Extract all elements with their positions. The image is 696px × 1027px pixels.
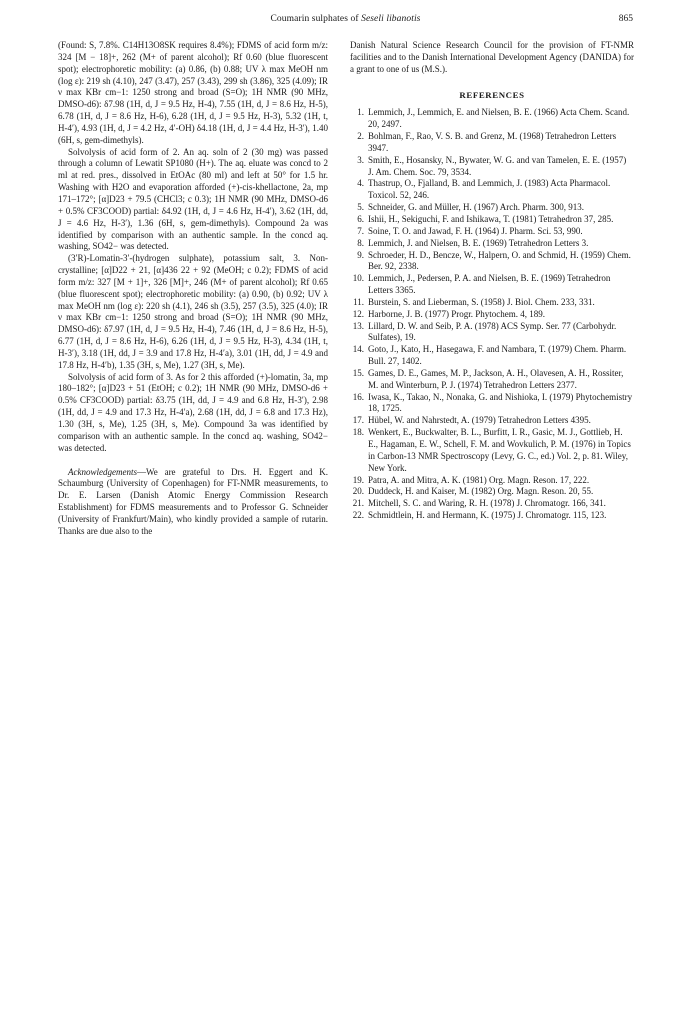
reference-item [350,131,634,155]
reference-item [350,238,634,250]
reference-item [350,498,634,510]
reference-text: Lemmich, J., Pedersen, P. A. and Nielsen, B. E. (1969) Tetrahedron Letters 3365. [368,273,611,296]
reference-item [350,344,634,368]
reference-number: 5. [357,202,364,213]
reference-text: Schroeder, H. D., Bencze, W., Halpern, O. and Schmid, H. (1959) Chem. Ber. 92, 2338. [368,249,631,272]
reference-number: 1. [357,107,364,118]
reference-text: Goto, J., Kato, H., Hasegawa, F. and Nambara, T. (1979) Chem. Pharm. Bull. 27, 1402. [368,344,627,367]
reference-number: 14. [352,344,364,355]
reference-text: Thastrup, O., Fjalland, B. and Lemmich, J. (1983) Acta Pharmacol. Toxicol. 52, 246. [368,178,611,201]
left-column [58,40,328,538]
reference-number: 18. [352,427,364,438]
reference-text: Duddeck, H. and Kaiser, M. (1982) Org. Magn. Reson. 20, 55. [368,486,594,497]
reference-number: 12. [352,308,364,319]
reference-text: Schmidtlein, H. and Hermann, K. (1975) J. Chromatogr. 115, 123. [368,510,607,521]
reference-item [350,178,634,202]
acknowledgements-label: Acknowledgements [68,466,137,477]
reference-text: Bohlman, F., Rao, V. S. B. and Grenz, M. (1968) Tetrahedron Letters 3947. [368,131,617,153]
reference-item [350,321,634,345]
page-header [58,14,633,28]
reference-text: Games, D. E., Games, M. P., Jackson, A. H., Olavesen, A. H., Rossiter, M. and Winterburn, P. J. (1974) Tetrahedron Letters 2377. [368,367,624,390]
reference-number: 8. [357,237,364,248]
reference-text: Harborne, J. B. (1977) Progr. Phytochem. 4, 189. [368,308,545,319]
right-column [350,40,634,522]
reference-text: Hübel, W. and Nahrstedt, A. (1979) Tetrahedron Letters 4395. [368,415,591,426]
running-title: Coumarin sulphates of Seseli libanotis [270,14,421,24]
acknowledgements-text: —We are grateful to Drs. H. Eggert and K. Schaumburg (University of Copenhagen) for FT-NMR measurements, to Dr. E. Larsen (Danish Atomic Energy Commission Research Establishment) for FDMS measurements and to Professor G. Schneider (University of Frankfurt/Main), who kindly provided a sample of rutarin. Thanks are due also to the [58,466,328,536]
reference-item [350,415,634,427]
reference-text: Patra, A. and Mitra, A. K. (1981) Org. Magn. Reson. 17, 222. [368,474,590,485]
reference-number: 9. [357,249,364,260]
reference-number: 16. [352,391,364,402]
reference-text: Soine, T. O. and Jawad, F. H. (1964) J. Pharm. Sci. 53, 990. [368,225,583,236]
reference-item [350,309,634,321]
reference-number: 4. [357,178,364,189]
reference-item [350,107,634,131]
reference-number: 13. [352,320,364,331]
page-number: 865 [618,14,633,24]
reference-item [350,392,634,416]
reference-number: 22. [352,510,364,521]
reference-text: Iwasa, K., Takao, N., Nonaka, G. and Nishioka, I. (1979) Phytochemistry 18, 1725. [368,391,633,414]
reference-text: Lillard, D. W. and Seib, P. A. (1978) ACS Symp. Ser. 77 (Carbohydr. Sulfates), 19. [368,320,617,343]
reference-number: 21. [352,498,364,509]
reference-item [350,273,634,297]
reference-item [350,510,634,522]
reference-number: 11. [353,296,364,307]
reference-text: Burstein, S. and Lieberman, S. (1958) J. Biol. Chem. 233, 331. [368,296,595,307]
reference-number: 3. [357,154,364,165]
reference-item [350,214,634,226]
reference-item [350,486,634,498]
references-heading: REFERENCES [459,89,525,100]
reference-text: Lemmich, J. and Nielsen, B. E. (1969) Tetrahedron Letters 3. [368,237,589,248]
reference-item [350,297,634,309]
acknowledgements-continued: Danish Natural Science Research Council for the provision of FT-NMR facilities and to the Danish International Development Agency (DANIDA) for a grant to one of us (M.S.). [350,40,634,74]
reference-text: Mitchell, S. C. and Waring, R. H. (1978) J. Chromatogr. 166, 341. [368,498,606,509]
reference-item [350,155,634,179]
reference-item [350,368,634,392]
reference-item [350,427,634,474]
reference-number: 6. [357,213,364,224]
experimental-paragraph-compound-3: (3′R)-Lomatin-3′-(hydrogen sulphate), potassium salt, 3. Non-crystalline; [α]D22 + 21, [α]436 22 + 92 (MeOH; c 0.2); FDMS of acid form m/z: 327 [M + 1]+, 326 [M]+, 246 (M+ of parent alcohol); Rf 0.65 (blue fluorescent spot); electrophoretic mobility: (a) 0.90, (b) 0.92; UV λ max MeOH nm (log ε): 220 sh (4.1), 246 sh (3.5), 257 (3.5), 325 (4.0); IR ν max KBr cm−1: 1250 strong and broad (S=O); 1H NMR (90 MHz, DMSO-d6): δ7.97 (1H, d, J = 9.5 Hz, H-4), 7.46 (1H, d, J = 8.6 Hz, H-5), 6.77 (1H, d, J = 8.6 Hz, H-6), 6.26 (1H, d, J = 9.5 Hz, H-3), 4.34 (1H, t, H-3′), 3.18 (1H, dd, J = 3.9 and 17.8 Hz, H-4′a), 3.01 (1H, dd, J = 4.9 and 17.8 Hz, H-4′b), 1.35 (3H, s, Me), 1.27 (3H, s, Me). [58,253,328,370]
references-list [350,107,634,522]
reference-number: 20. [352,486,364,497]
experimental-paragraph-compound-2-data: (Found: S, 7.8%. C14H13O8SK requires 8.4%); FDMS of acid form m/z: 324 [M − 18]+, 262 (M+ of parent alcohol); Rf 0.60 (blue fluorescent spot); electrophoretic mobility: (a) 0.86, (b) 0.88; UV λ max MeOH nm (log ε): 219 sh (4.10), 247 (3.47), 257 (3.43), 299 sh (3.86), 325 (4.09); IR ν max KBr cm−1: 1250 strong and broad (S=O); 1H NMR (90 MHz, DMSO-d6): δ7.98 (1H, d, J = 9.5 Hz, H-4), 7.55 (1H, d, J = 8.6 Hz, H-5), 6.78 (1H, d, J = 8.6 Hz, H-6), 6.28 (1H, d, J = 9.5 Hz, H-3), 5.32 (1H, t, H-4′), 4.93 (1H, d, J = 4.2 Hz, 4′-OH) δ4.18 (1H, d, J = 4.4 Hz, H-3′), 1.40 (6H, s, gem-dimethyls). [58,40,328,145]
acknowledgements [58,467,328,538]
reference-number: 19. [352,474,364,485]
reference-number: 7. [357,225,364,236]
reference-text: Schneider, G. and Müller, H. (1967) Arch. Pharm. 300, 913. [368,202,584,213]
reference-text: Ishii, H., Sekiguchi, F. and Ishikawa, T. (1981) Tetrahedron 37, 285. [368,213,614,224]
reference-item [350,250,634,274]
reference-text: Lemmich, J., Lemmich, E. and Nielsen, B. E. (1966) Acta Chem. Scand. 20, 2497. [368,107,630,130]
reference-item [350,226,634,238]
reference-number: 15. [352,367,364,378]
experimental-paragraph-solvolysis-3: Solvolysis of acid form of 3. As for 2 this afforded (+)-lomatin, 3a, mp 180–182°; [α]D23 + 51 (EtOH; c 0.2); 1H NMR (90 MHz, DMSO-d6 + 0.5% CF3COOD) partial: δ3.75 (1H, dd, J = 4.9 and 6.8 Hz, H-3′), 2.98 (1H, dd, J = 4.9 and 17.3 Hz, H-4′a), 2.68 (1H, dd, J = 6.8 and 17.3 Hz), 1.30 (3H, s, Me), 1.25 (3H, s, Me). Compound 3a was identified by comparison with an authentic sample. In the concd aq. washing, SO42− was detected. [58,371,328,453]
reference-number: 10. [352,273,364,284]
reference-item [350,475,634,487]
reference-text: Wenkert, E., Buckwalter, B. L., Burfitt, I. R., Gasic, M. J., Gottlieb, H. E., Hagaman, E. W., Schell, F. M. and Wovkulich, P. M. (1976) in Topics in Carbon-13 NMR Spectroscopy (Levy, G. C., ed.) Vol. 2, p. 81. Wiley, New York. [368,427,631,473]
reference-item [350,202,634,214]
reference-number: 2. [357,131,364,142]
reference-number: 17. [352,415,364,426]
reference-text: Smith, E., Hosansky, N., Bywater, W. G. and van Tamelen, E. E. (1957) J. Am. Chem. Soc. 79, 3534. [368,154,627,177]
experimental-paragraph-solvolysis-2: Solvolysis of acid form of 2. An aq. soln of 2 (30 mg) was passed through a column of Lewatit SP1080 (H+). The aq. eluate was concd to 2 ml at red. pres., dissolved in EtOAc (80 ml) and left at 50° for 1.5 hr. Washing with H2O and evaporation afforded (+)-cis-khellactone, 2a, mp 171–172°; [α]D23 + 79.5 (CHCl3; c 0.3); 1H NMR (90 MHz, DMSO-d6 + 0.5% CF3COOD) partial: δ4.92 (1H, d, J = 4.6 Hz, H-4′), 3.62 (1H, dd, J = 4.6 Hz, H-3′), 1.36 (6H, s, gem-dimethyls). Compound 2a was identified by comparison with an authentic sample. In the concd aq. washing, SO42− was detected. [58,146,328,252]
